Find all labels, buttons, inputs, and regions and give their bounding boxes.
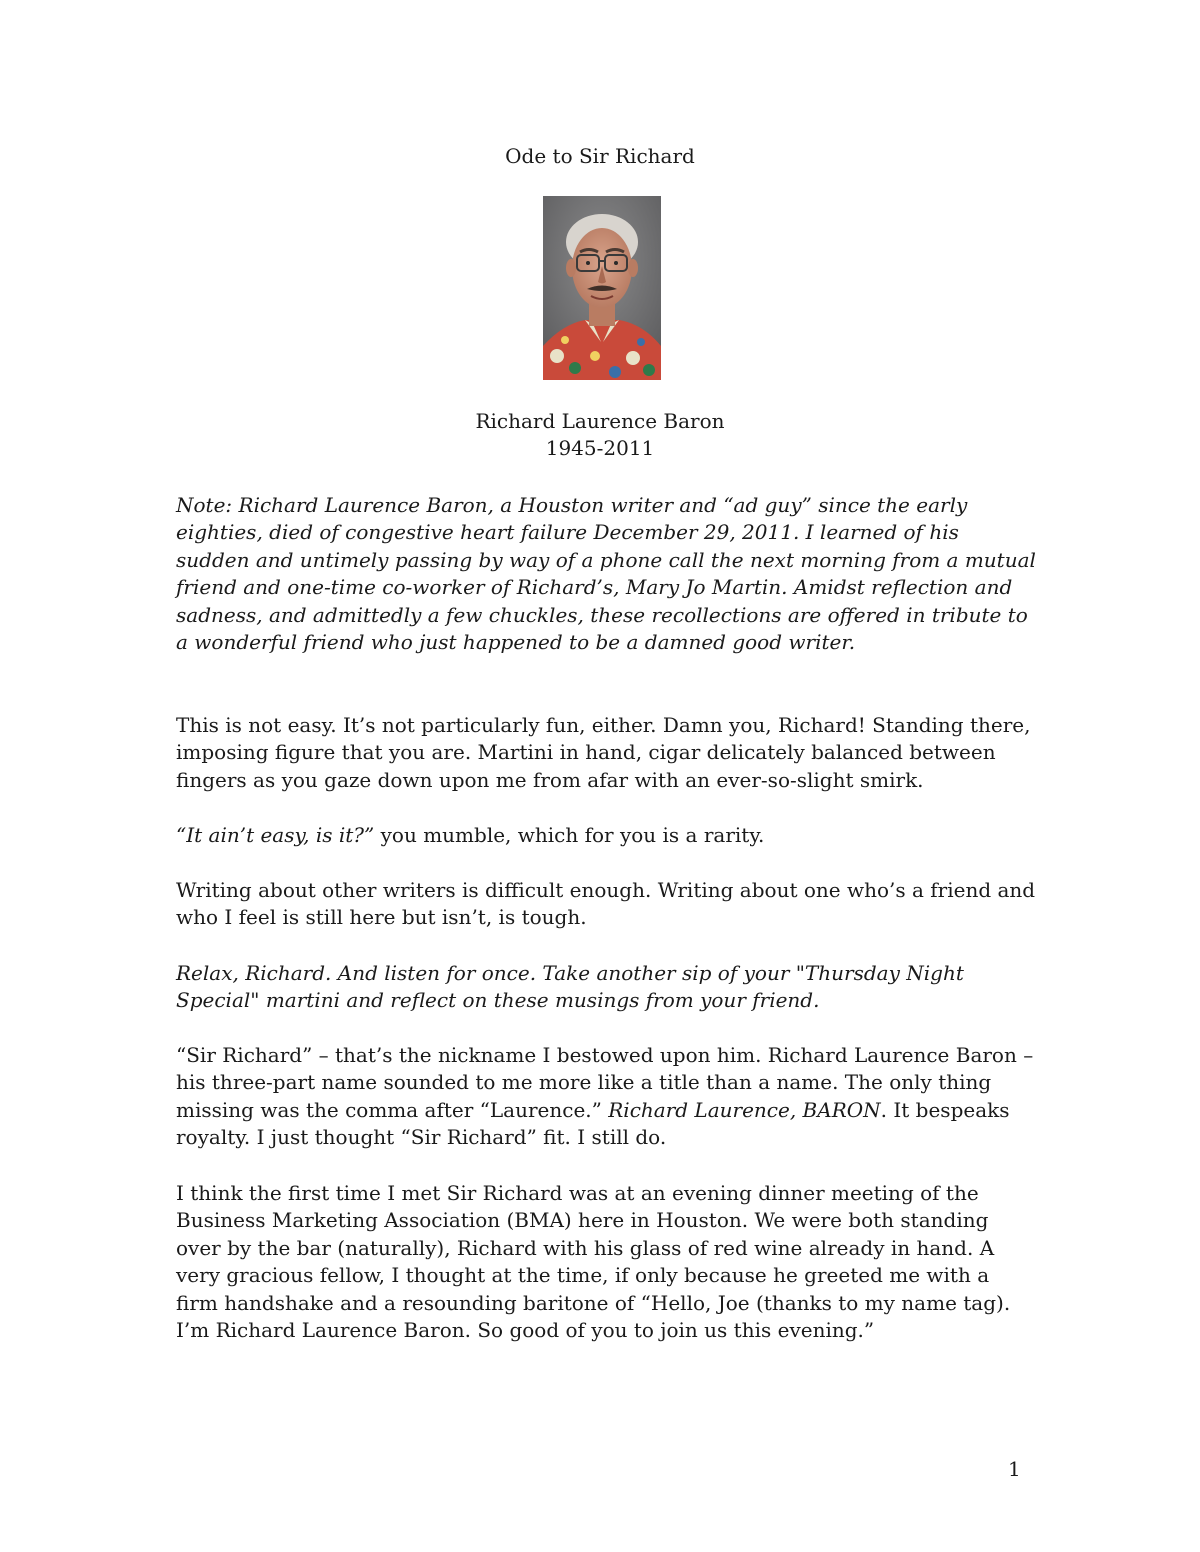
paragraph-2	[176, 822, 1036, 849]
subject-name: Richard Laurence Baron	[475, 409, 725, 433]
portrait-illustration	[543, 196, 661, 380]
editor-note: Note: Richard Laurence Baron, a Houston writer and “ad guy” since the early eighties, died of congestive heart failure December 29, 2011. I learned of his sudden and untimely passing by way of a phone call the next morning from a mutual friend and one-time co-worker of Richard’s, Mary Jo Martin. Amidst reflection and sadness, and admittedly a few chuckles, these recollections are offered in tribute to a wonderful friend who just happened to be a damned good writer.	[176, 493, 1036, 655]
page-number: 1	[1008, 1457, 1021, 1481]
paragraph-2-rest: you mumble, which for you is a rarity.	[374, 823, 765, 847]
paragraph-5-a: “Sir Richard” – that’s the nickname I bestowed upon him. Richard Laurence Baron – his three-part name sounded to me more like a title than a name. The only thing missing was the comma after “Laurence.”	[176, 1043, 1034, 1122]
subject-name-block	[0, 408, 1200, 462]
paragraph-5-italic: Richard Laurence, BARON	[608, 1097, 881, 1122]
subject-years: 1945-2011	[545, 436, 655, 460]
document-title: Ode to Sir Richard	[505, 144, 695, 168]
paragraph-3: Writing about other writers is difficult enough. Writing about one who’s a friend and who I feel is still here but isn’t, is tough.	[176, 878, 1036, 930]
paragraph-1: This is not easy. It’s not particularly fun, either. Damn you, Richard! Standing there, imposing figure that you are. Martini in hand, cigar delicately balanced between fingers as you gaze down upon me from afar with an ever-so-slight smirk.	[176, 713, 1031, 792]
portrait-photo	[543, 196, 661, 380]
paragraph-6: I think the first time I met Sir Richard was at an evening dinner meeting of the Business Marketing Association (BMA) here in Houston. We were both standing over by the bar (naturally), Richard with his glass of red wine already in hand. A very gracious fellow, I thought at the time, if only because he greeted me with a firm handshake and a resounding baritone of “Hello, Joe (thanks to my name tag). I’m Richard Laurence Baron. So good of you to join us this evening.”	[176, 1181, 1011, 1343]
quote-text: “It ain’t easy, is it?”	[176, 823, 375, 847]
paragraph-4: Relax, Richard. And listen for once. Take another sip of your "Thursday Night Special" martini and reflect on these musings from your friend.	[176, 961, 964, 1013]
paragraph-5	[176, 1042, 1036, 1152]
paragraph-5-b: . It bespeaks royalty. I just thought “Sir Richard” fit. I still do.	[176, 1097, 1010, 1150]
